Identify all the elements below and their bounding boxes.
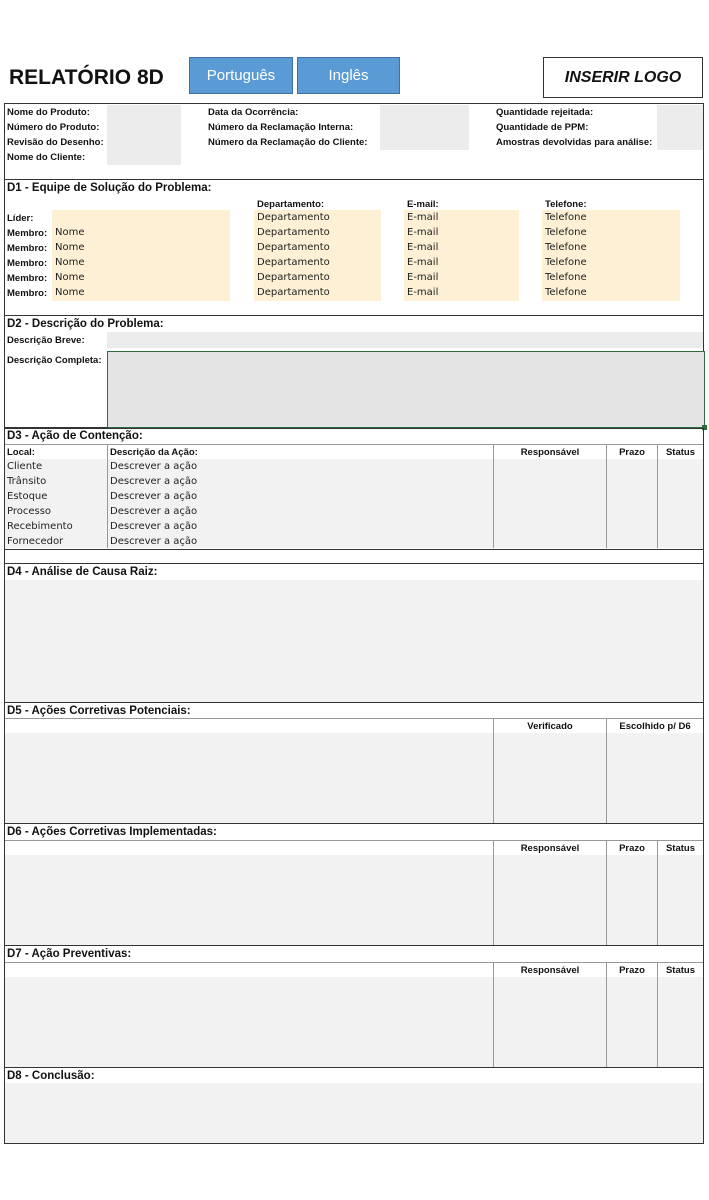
- d7-status-header: Status: [665, 965, 696, 976]
- conclusion-field[interactable]: [5, 1083, 703, 1143]
- d1-role: Membro:: [7, 258, 48, 269]
- d7-col-divider-3: [657, 962, 658, 1067]
- d1-phone: Telefone: [545, 212, 587, 223]
- d3-header-divider: [5, 444, 703, 445]
- occurrence-date-label: Data da Ocorrência:: [208, 107, 299, 118]
- logo-placeholder: [543, 57, 703, 98]
- d7-title: D7 - Ação Preventivas:: [7, 948, 132, 960]
- d6-resp-header: Responsável: [520, 843, 580, 854]
- d6-title: D6 - Ações Corretivas Implementadas:: [7, 826, 217, 838]
- d1-title: D1 - Equipe de Solução do Problema:: [7, 182, 212, 194]
- d3-desc: Descrever a ação: [110, 476, 198, 487]
- d1-dept: Departamento: [257, 287, 330, 298]
- d3-local: Trânsito: [7, 476, 47, 487]
- d1-dept: Departamento: [257, 227, 330, 238]
- d1-dept: Departamento: [257, 257, 330, 268]
- report-title: RELATÓRIO 8D: [9, 66, 164, 89]
- english-button[interactable]: Inglês: [297, 57, 400, 94]
- d3-local: Cliente: [7, 461, 43, 472]
- d1-email: E-mail: [407, 212, 439, 223]
- d6-prazo-header: Prazo: [619, 843, 645, 854]
- d8-title: D8 - Conclusão:: [7, 1070, 95, 1082]
- spacer-row: [4, 549, 704, 564]
- d3-local: Estoque: [7, 491, 48, 502]
- d1-phone: Telefone: [545, 227, 587, 238]
- d7-action-area[interactable]: [5, 977, 703, 1067]
- d7-col-divider-1: [493, 962, 494, 1067]
- d1-phone: Telefone: [545, 272, 587, 283]
- d5-title: D5 - Ações Corretivas Potenciais:: [7, 705, 191, 717]
- d3-local: Processo: [7, 506, 52, 517]
- complaint-number-field[interactable]: [380, 105, 469, 150]
- d5-col-divider-2: [606, 718, 607, 823]
- d1-role: Membro:: [7, 243, 48, 254]
- d1-email: E-mail: [407, 242, 439, 253]
- d3-title: D3 - Ação de Contenção:: [7, 430, 143, 442]
- d1-dept: Departamento: [257, 242, 330, 253]
- d6-col-divider-3: [657, 840, 658, 945]
- d2-title: D2 - Descrição do Problema:: [7, 318, 164, 330]
- d1-role: Líder:: [7, 213, 34, 224]
- d3-action-area[interactable]: [5, 459, 703, 548]
- drawing-revision-label: Revisão do Desenho:: [7, 137, 104, 148]
- d3-resp-header: Responsável: [520, 447, 580, 458]
- brief-description-field[interactable]: [107, 332, 703, 348]
- internal-complaint-label: Número da Reclamação Interna:: [208, 122, 354, 133]
- d1-name: Nome: [55, 257, 85, 268]
- d5-action-area[interactable]: [5, 733, 703, 823]
- portuguese-button[interactable]: Português: [189, 57, 293, 94]
- d1-phone: Telefone: [545, 257, 587, 268]
- d1-name: Nome: [55, 227, 85, 238]
- d5-header-divider: [5, 718, 703, 719]
- d1-email: E-mail: [407, 227, 439, 238]
- d5-chosen-header: Escolhido p/ D6: [619, 721, 691, 732]
- d3-col-divider-3: [606, 444, 607, 548]
- d1-name: Nome: [55, 242, 85, 253]
- d6-status-header: Status: [665, 843, 696, 854]
- d3-prazo-header: Prazo: [619, 447, 645, 458]
- d1-phone: Telefone: [545, 242, 587, 253]
- d3-local: Fornecedor: [7, 536, 64, 547]
- d6-header-divider: [5, 840, 703, 841]
- d6-col-divider-2: [606, 840, 607, 945]
- rejected-qty-label: Quantidade rejeitada:: [496, 107, 594, 118]
- d1-name: Nome: [55, 272, 85, 283]
- d3-desc: Descrever a ação: [110, 521, 198, 532]
- d1-dept: Departamento: [257, 272, 330, 283]
- d6-col-divider-1: [493, 840, 494, 945]
- d4-title: D4 - Análise de Causa Raiz:: [7, 566, 158, 578]
- d6-action-area[interactable]: [5, 855, 703, 945]
- d1-email: E-mail: [407, 287, 439, 298]
- d3-col-divider-4: [657, 444, 658, 548]
- root-cause-field[interactable]: [5, 580, 703, 702]
- d3-desc-header: Descrição da Ação:: [110, 447, 198, 458]
- d1-phone-header: Telefone:: [545, 199, 587, 210]
- d7-resp-header: Responsável: [520, 965, 580, 976]
- d3-desc: Descrever a ação: [110, 491, 198, 502]
- d1-dept: Departamento: [257, 212, 330, 223]
- full-description-field[interactable]: [107, 351, 705, 428]
- d5-col-divider-1: [493, 718, 494, 823]
- customer-name-label: Nome do Cliente:: [7, 152, 86, 163]
- d3-desc: Descrever a ação: [110, 536, 198, 547]
- d1-phone: Telefone: [545, 287, 587, 298]
- d1-email: E-mail: [407, 272, 439, 283]
- brief-description-label: Descrição Breve:: [7, 335, 85, 346]
- product-name-field[interactable]: [107, 105, 181, 165]
- full-description-label: Descrição Completa:: [7, 355, 102, 366]
- d3-col-divider-2: [493, 444, 494, 548]
- returned-samples-label: Amostras devolvidas para análise:: [496, 137, 653, 148]
- d1-dept-header: Departamento:: [257, 199, 325, 210]
- d1-role: Membro:: [7, 273, 48, 284]
- customer-complaint-label: Número da Reclamação do Cliente:: [208, 137, 368, 148]
- d3-status-header: Status: [665, 447, 696, 458]
- d1-role: Membro:: [7, 228, 48, 239]
- d1-email-header: E-mail:: [407, 199, 439, 210]
- d3-desc: Descrever a ação: [110, 461, 198, 472]
- product-name-label: Nome do Produto:: [7, 107, 90, 118]
- d3-desc: Descrever a ação: [110, 506, 198, 517]
- d7-header-divider: [5, 962, 703, 963]
- d5-verified-header: Verificado: [527, 721, 573, 732]
- d1-role: Membro:: [7, 288, 48, 299]
- ppm-qty-label: Quantidade de PPM:: [496, 122, 589, 133]
- d3-col-divider-1: [107, 444, 108, 548]
- ppm-field[interactable]: [657, 105, 703, 150]
- d7-col-divider-2: [606, 962, 607, 1067]
- product-number-label: Número do Produto:: [7, 122, 100, 133]
- d3-local: Recebimento: [7, 521, 73, 532]
- d1-email: E-mail: [407, 257, 439, 268]
- d7-prazo-header: Prazo: [619, 965, 645, 976]
- d1-name: Nome: [55, 287, 85, 298]
- logo-placeholder-text: INSERIR LOGO: [564, 68, 682, 86]
- d3-local-header: Local:: [7, 447, 35, 458]
